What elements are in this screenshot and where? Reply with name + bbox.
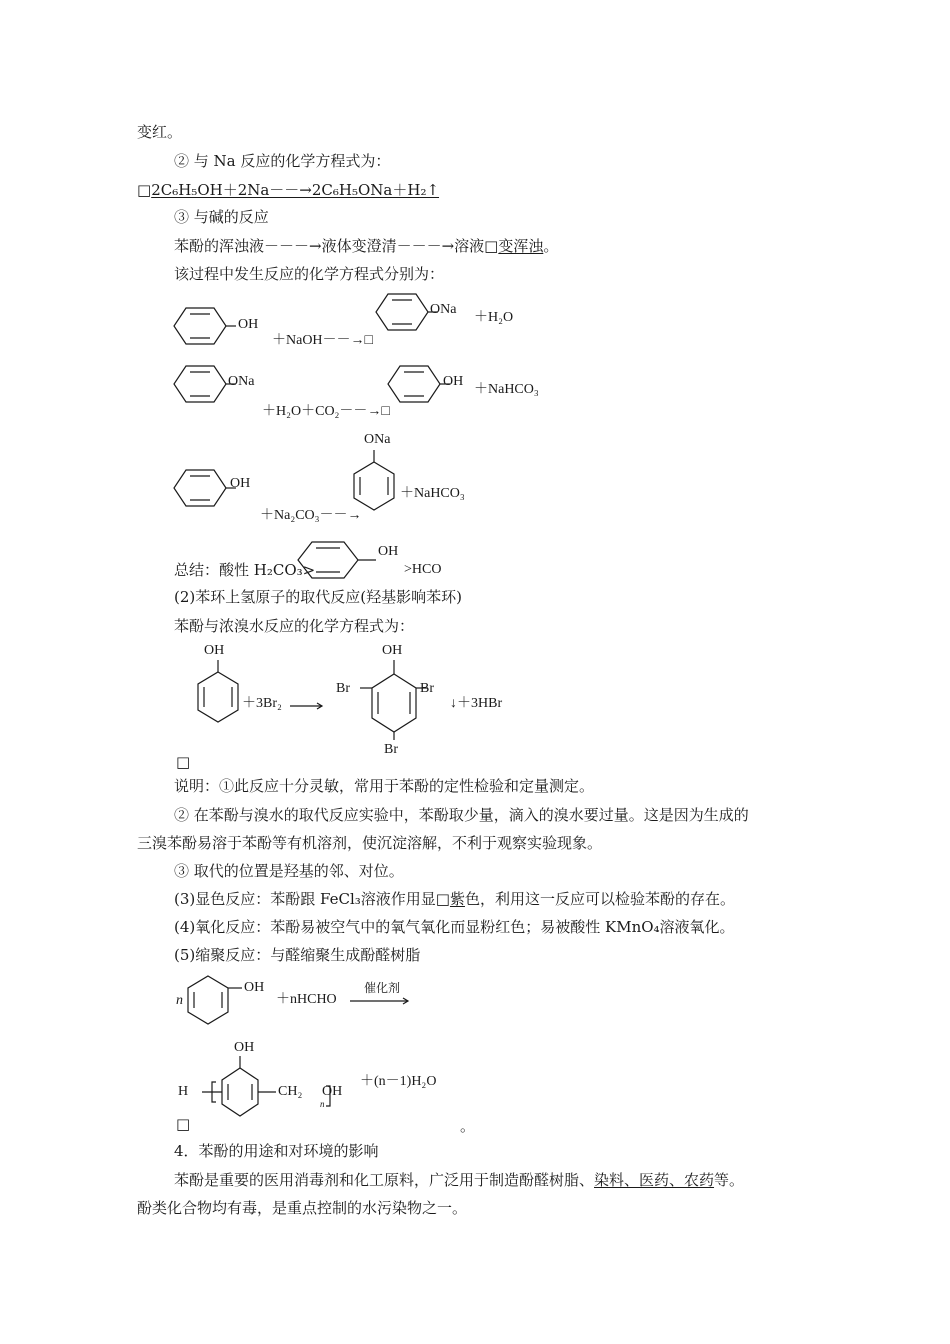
section-heading: (2)苯环上氢原子的取代反应(羟基影响苯环) (174, 588, 462, 606)
oh-group: OH (378, 544, 399, 559)
reagent: ＋NaOH－－→□ (272, 333, 374, 348)
benzene-ring-icon (176, 362, 236, 406)
br-atom: Br (384, 742, 398, 757)
benzene-ring-icon (352, 450, 396, 520)
reagent: ＋H₂O＋CO₂－－→□ (262, 404, 390, 419)
oh-group: OH (230, 476, 251, 491)
product-tail: ＋NaHCO₃ (474, 382, 539, 397)
text-span: 。 (543, 237, 559, 255)
ch2-group: CH₂ (278, 1084, 303, 1099)
text-line: 苯酚与浓溴水反应的化学方程式为： (174, 617, 415, 635)
text-span: 等。 (714, 1171, 745, 1189)
benzene-ring-icon (176, 304, 236, 348)
blank-box: □ (176, 753, 191, 771)
oh-group: OH (244, 980, 265, 995)
text-line: 三溴苯酚易溶于苯酚等有机溶剂，使沉淀溶解，不利于观察实验现象。 (137, 834, 603, 852)
blank-box: □ (137, 181, 152, 199)
catalyst-label: 催化剂 (364, 981, 401, 995)
section-heading: 4．苯酚的用途和对环境的影响 (174, 1142, 379, 1160)
text-line: ③ 与碱的反应 (174, 208, 269, 226)
br-atom: Br (336, 681, 350, 696)
br-atom: Br (420, 681, 434, 696)
ona-group: ONa (228, 374, 255, 389)
benzene-ring-icon (190, 974, 242, 1026)
h-atom: H (178, 1084, 189, 1099)
text-line: (5)缩聚反应：与醛缩聚生成酚醛树脂 (174, 946, 421, 964)
reagent: ＋3Br₂ (242, 696, 282, 711)
reaction-arrow (350, 997, 412, 1005)
text-line: ② 与 Na 反应的化学方程式为： (174, 152, 391, 170)
product-tail: ＋NaHCO₃ (400, 486, 465, 501)
text-span: 苯酚是重要的医用消毒剂和化工原料，广泛用于制造酚醛树脂、 (174, 1171, 595, 1189)
text-line: (4)氧化反应：苯酚易被空气中的氧气氧化而显粉红色；易被酸性 KMnO₄溶液氧化。 (174, 918, 735, 936)
coefficient: n (176, 993, 183, 1008)
benzene-ring-icon (196, 660, 240, 732)
answer-underline: 变浑浊 (498, 237, 544, 255)
oh-group: OH (238, 317, 259, 332)
ona-group: ONa (364, 432, 391, 447)
period: 。 (460, 1117, 476, 1135)
text-line: 变红。 (137, 123, 183, 141)
text-span: 色，利用这一反应可以检验苯酚的存在。 (464, 890, 735, 908)
ona-group: ONa (430, 302, 457, 317)
reaction-arrow (290, 702, 326, 710)
oh-group: OH (234, 1040, 255, 1055)
summary-text: >HCO (404, 562, 442, 577)
text-line: ② 在苯酚与溴水的取代反应实验中，苯酚取少量，滴入的溴水要过量。这是因为生成的 (174, 806, 749, 824)
text-line (174, 889, 735, 909)
answer-underline: 2C₆H₅OH＋2Na－－→2C₆H₅ONa＋H₂↑ (151, 181, 440, 199)
blank-box: □ (176, 1115, 191, 1133)
text-line: ③ 取代的位置是羟基的邻、对位。 (174, 862, 404, 880)
benzene-ring-icon (176, 466, 236, 510)
answer-underline: 染料、医药、农药 (594, 1171, 715, 1189)
product-tail: ↓＋3HBr (450, 696, 503, 711)
benzene-ring-icon (390, 362, 450, 406)
product-tail: ＋H₂O (474, 310, 514, 325)
text-line (137, 180, 439, 200)
text-line (174, 1170, 744, 1190)
reagent: ＋Na₂CO₃－－→ (260, 508, 362, 523)
text-span: (3)显色反应：苯酚跟 FeCl₃溶液作用显□ (174, 890, 450, 908)
repeat-count: n (320, 1099, 325, 1109)
text-line: 该过程中发生反应的化学方程式分别为： (174, 265, 445, 283)
benzene-ring-icon (298, 540, 378, 580)
oh-group: OH (382, 643, 403, 658)
oh-group: OH (204, 643, 225, 658)
end-group: OH (322, 1084, 343, 1099)
text-span: 苯酚的浑浊液－－－→液体变澄清－－－→溶液□ (174, 237, 499, 255)
product-tail: ＋(n－1)H₂O (360, 1074, 437, 1089)
benzene-ring-icon (378, 290, 438, 334)
text-line: 酚类化合物均有毒，是重点控制的水污染物之一。 (137, 1199, 468, 1217)
text-line (174, 236, 558, 256)
summary-text: 总结：酸性 H₂CO₃> (174, 561, 316, 579)
text-line: 说明：①此反应十分灵敏，常用于苯酚的定性检验和定量测定。 (174, 777, 595, 795)
oh-group: OH (443, 374, 464, 389)
answer-underline: 紫 (449, 890, 465, 908)
reagent: ＋nHCHO (276, 992, 337, 1007)
